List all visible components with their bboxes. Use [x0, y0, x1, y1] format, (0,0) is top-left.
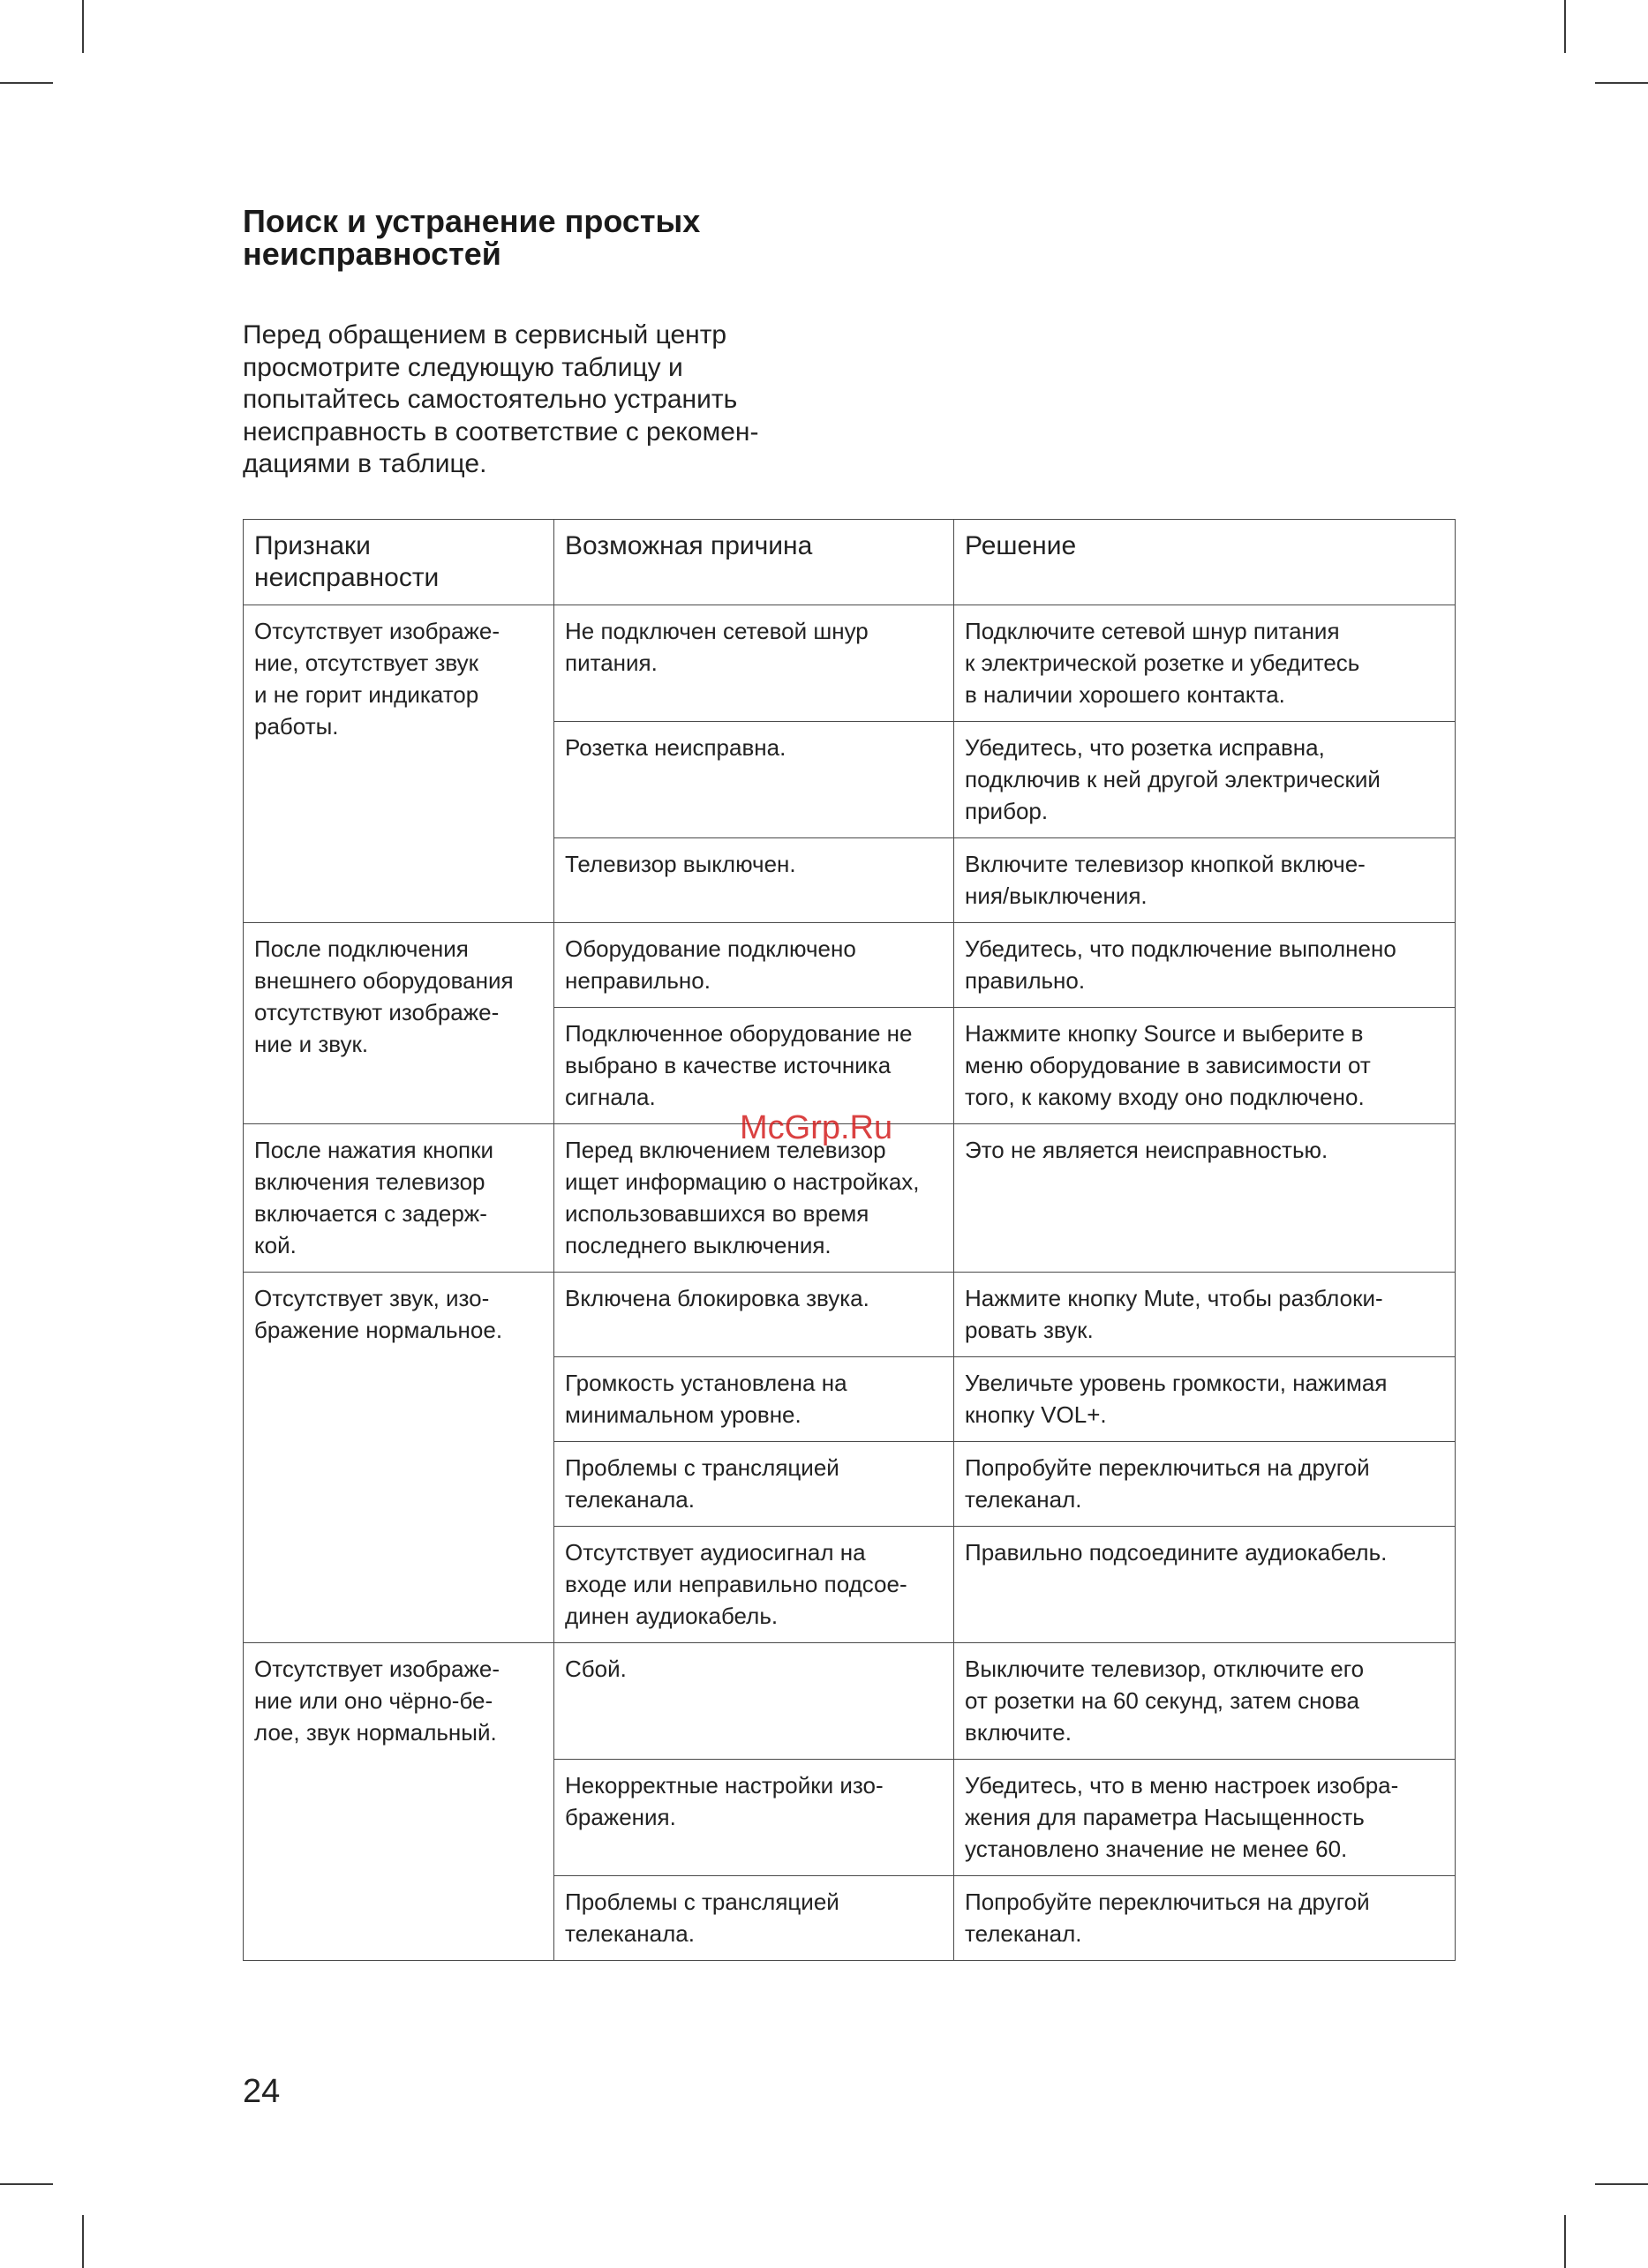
cell-line: Это не является неисправностью.	[965, 1137, 1328, 1163]
cell-line: ние, отсутствует звук	[254, 650, 479, 676]
cell-line: Включена блокировка звука.	[565, 1285, 869, 1311]
solution-cell	[954, 1760, 1456, 1876]
intro-line: попытайтесь самостоятельно устранить	[243, 385, 738, 414]
solution-cell	[954, 1527, 1456, 1643]
symptom-cell	[244, 923, 554, 1124]
cell-line: Подключенное оборудование не	[565, 1020, 913, 1047]
cell-line: Попробуйте переключиться на другой	[965, 1454, 1370, 1481]
watermark: McGrp.Ru	[740, 1109, 893, 1146]
table-header-row	[244, 520, 1456, 605]
cell-line: ровать звук.	[965, 1317, 1094, 1343]
cause-cell	[554, 1357, 954, 1442]
cell-line: Убедитесь, что в меню настроек изобра-	[965, 1772, 1399, 1799]
header-cause	[554, 520, 954, 605]
cell-line: Убедитесь, что розетка исправна,	[965, 734, 1325, 761]
crop-mark	[0, 82, 53, 84]
header-solution	[954, 520, 1456, 605]
cell-line: Некорректные настройки изо-	[565, 1772, 884, 1799]
symptom-cell	[244, 1643, 554, 1961]
cell-line: Проблемы с трансляцией	[565, 1454, 839, 1481]
cell-line: в наличии хорошего контакта.	[965, 681, 1285, 708]
intro-line: Перед обращением в сервисный центр	[243, 320, 727, 349]
crop-mark	[82, 2215, 84, 2268]
cell-line: ния/выключения.	[965, 882, 1148, 909]
cell-line: Увеличьте уровень громкости, нажимая	[965, 1370, 1388, 1396]
header-line: Признаки	[254, 531, 371, 560]
solution-cell	[954, 1643, 1456, 1760]
cell-line: входе или неправильно подсое-	[565, 1571, 907, 1597]
symptom-cell	[244, 1273, 554, 1643]
cause-cell	[554, 1643, 954, 1760]
cell-line: лое, звук нормальный.	[254, 1719, 497, 1746]
cell-line: последнего выключения.	[565, 1232, 832, 1258]
cell-line: к электрической розетке и убедитесь	[965, 650, 1360, 676]
header-line: Возможная причина	[565, 531, 813, 560]
symptom-cell	[244, 605, 554, 923]
cell-line: Громкость установлена на	[565, 1370, 847, 1396]
crop-mark	[82, 0, 84, 53]
header-symptoms	[244, 520, 554, 605]
cell-line: Сбой.	[565, 1656, 627, 1682]
cell-line: Розетка неисправна.	[565, 734, 786, 761]
intro-line: дациями в таблице.	[243, 449, 487, 478]
cell-line: Отсутствует аудиосигнал на	[565, 1539, 866, 1566]
cell-line: включается с задерж-	[254, 1200, 487, 1227]
cell-line: Нажмите кнопку Mute, чтобы разблоки-	[965, 1285, 1383, 1311]
cell-line: кнопку VOL+.	[965, 1401, 1107, 1428]
cell-line: телеканал.	[965, 1920, 1082, 1947]
cell-line: После нажатия кнопки	[254, 1137, 494, 1163]
cell-line: меню оборудование в зависимости от	[965, 1052, 1371, 1078]
cell-line: Не подключен сетевой шнур	[565, 618, 869, 644]
cell-line: Перед включением телевизор	[565, 1137, 886, 1163]
title-line: неисправностей	[243, 236, 501, 272]
cell-line: Нажмите кнопку Source и выберите в	[965, 1020, 1364, 1047]
crop-mark	[0, 2183, 53, 2185]
cell-line: от розетки на 60 секунд, затем снова	[965, 1687, 1359, 1714]
cell-line: ние и звук.	[254, 1031, 369, 1057]
cell-line: Проблемы с трансляцией	[565, 1889, 839, 1915]
solution-cell	[954, 605, 1456, 722]
cause-cell	[554, 1876, 954, 1961]
cause-cell	[554, 838, 954, 923]
title-line: Поиск и устранение простых	[243, 203, 701, 239]
cell-line: прибор.	[965, 798, 1049, 824]
intro-line: неисправность в соответствие с рекомен-	[243, 417, 759, 447]
page-number: 24	[243, 2073, 281, 2110]
cell-line: правильно.	[965, 967, 1086, 994]
cell-line: телеканал.	[965, 1486, 1082, 1513]
cell-line: минимальном уровне.	[565, 1401, 801, 1428]
cell-line: Оборудование подключено	[565, 935, 856, 962]
header-line: Решение	[965, 531, 1077, 560]
cell-line: Выключите телевизор, отключите его	[965, 1656, 1365, 1682]
table-row	[244, 1643, 1456, 1760]
cell-line: отсутствуют изображе-	[254, 999, 500, 1025]
cell-line: Телевизор выключен.	[565, 851, 796, 877]
intro-paragraph	[243, 319, 861, 481]
table-row	[244, 923, 1456, 1008]
cause-cell	[554, 1442, 954, 1527]
cause-cell	[554, 722, 954, 838]
cell-line: Попробуйте переключиться на другой	[965, 1889, 1370, 1915]
cell-line: того, к какому входу оно подключено.	[965, 1084, 1365, 1110]
solution-cell	[954, 1442, 1456, 1527]
cell-line: установлено значение не менее 60.	[965, 1836, 1348, 1862]
crop-mark	[1595, 2183, 1648, 2185]
cause-cell	[554, 1527, 954, 1643]
cause-cell	[554, 1273, 954, 1357]
symptom-cell	[244, 1124, 554, 1273]
cell-line: неправильно.	[565, 967, 711, 994]
cell-line: выбрано в качестве источника	[565, 1052, 892, 1078]
cell-line: подключив к ней другой электрический	[965, 766, 1381, 792]
cell-line: После подключения	[254, 935, 469, 962]
troubleshooting-table	[243, 519, 1456, 1961]
page-title	[243, 205, 914, 270]
solution-cell	[954, 722, 1456, 838]
crop-mark	[1595, 82, 1648, 84]
crop-mark	[1564, 0, 1566, 53]
cell-line: сигнала.	[565, 1084, 656, 1110]
cause-cell	[554, 605, 954, 722]
cell-line: включения телевизор	[254, 1168, 485, 1195]
cell-line: бражения.	[565, 1804, 676, 1830]
cell-line: ищет информацию о настройках,	[565, 1168, 920, 1195]
solution-cell	[954, 1008, 1456, 1124]
cause-cell	[554, 923, 954, 1008]
cell-line: Правильно подсоедините аудиокабель.	[965, 1539, 1388, 1566]
cell-line: использовавшихся во время	[565, 1200, 869, 1227]
cell-line: включите.	[965, 1719, 1072, 1746]
cause-cell	[554, 1008, 954, 1124]
table-row	[244, 1273, 1456, 1357]
cell-line: Отсутствует звук, изо-	[254, 1285, 490, 1311]
header-line: неисправности	[254, 563, 440, 592]
cell-line: бражение нормальное.	[254, 1317, 503, 1343]
table-row	[244, 605, 1456, 722]
cause-cell	[554, 1760, 954, 1876]
cell-line: Подключите сетевой шнур питания	[965, 618, 1340, 644]
solution-cell	[954, 923, 1456, 1008]
solution-cell	[954, 1357, 1456, 1442]
cell-line: ние или оно чёрно-бе-	[254, 1687, 493, 1714]
solution-cell	[954, 1124, 1456, 1273]
cell-line: динен аудиокабель.	[565, 1603, 779, 1629]
cell-line: телеканала.	[565, 1920, 695, 1947]
cell-line: Отсутствует изображе-	[254, 1656, 500, 1682]
solution-cell	[954, 1273, 1456, 1357]
solution-cell	[954, 838, 1456, 923]
cell-line: питания.	[565, 650, 658, 676]
cell-line: телеканала.	[565, 1486, 695, 1513]
cell-line: Убедитесь, что подключение выполнено	[965, 935, 1396, 962]
solution-cell	[954, 1876, 1456, 1961]
cell-line: Включите телевизор кнопкой включе-	[965, 851, 1366, 877]
cell-line: и не горит индикатор	[254, 681, 479, 708]
intro-line: просмотрите следующую таблицу и	[243, 352, 683, 382]
cell-line: Отсутствует изображе-	[254, 618, 500, 644]
crop-mark	[1564, 2215, 1566, 2268]
cell-line: жения для параметра Насыщенность	[965, 1804, 1365, 1830]
cell-line: кой.	[254, 1232, 297, 1258]
cell-line: работы.	[254, 713, 339, 740]
cell-line: внешнего оборудования	[254, 967, 514, 994]
